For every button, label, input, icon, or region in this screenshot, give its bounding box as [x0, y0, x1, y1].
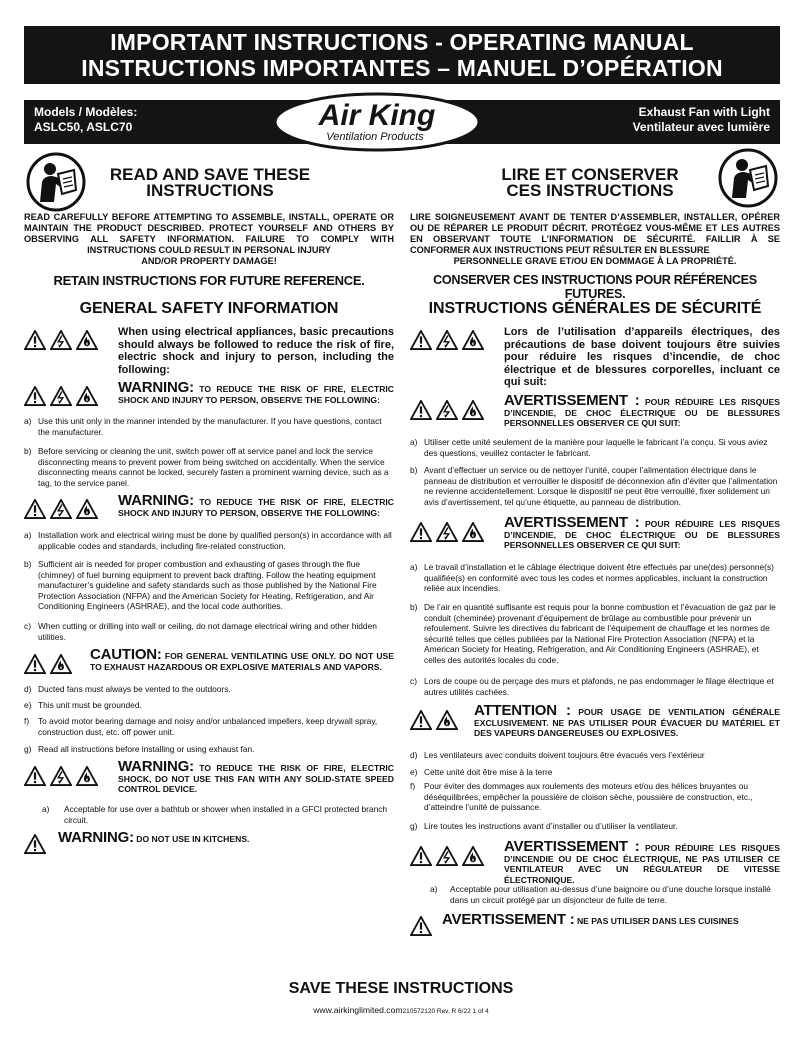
item-label: c): [24, 621, 31, 631]
item-label: d): [24, 684, 32, 694]
list-item: [410, 781, 780, 813]
item-label: a): [24, 530, 32, 540]
warning-exclamation-icon: [24, 654, 46, 674]
warning-2-fr: [504, 514, 780, 551]
reader-icon: [718, 148, 778, 208]
document-code: 210572120 Rev. R 6/22 1 of 4: [402, 1008, 489, 1015]
warning-4-en: [58, 829, 394, 846]
warning-word: WARNING:: [118, 379, 194, 396]
hazard-icons: [24, 386, 98, 406]
warning-exclamation-icon: [24, 499, 46, 519]
item-label: f): [410, 781, 416, 791]
item-text: Cette unité doit être mise à la terre: [424, 767, 553, 777]
reader-icon: [26, 152, 86, 212]
hazard-icons: [410, 916, 432, 936]
item-label: b): [24, 446, 32, 456]
title-bar: [24, 26, 780, 84]
read-save-heading-fr-line2: CES INSTRUCTIONS: [506, 181, 674, 200]
list-item: [410, 767, 780, 778]
hazard-icons: [410, 400, 484, 420]
caution-word: ATTENTION :: [474, 702, 571, 719]
warning-exclamation-icon: [24, 834, 46, 854]
warning-text: DO NOT USE IN KITCHENS.: [136, 834, 250, 844]
electric-shock-icon: [436, 846, 458, 866]
item-text: Avant d’effectuer un service ou de nettoyer l’unité, couper l’alimentation électrique dans le panneau de distribution et verrouiller le dispositif de déconnexion afin d’éviter que l’alimentation ne revienne accidentellement. Lorsque le dispositif ne peut être verrouillé, fixer solidement un avis d’avertissement, tel qu’une étiquette, au panneau de distribution.: [424, 465, 778, 507]
warning-exclamation-icon: [410, 846, 432, 866]
list-item: [410, 602, 780, 665]
item-text: Sufficient air is needed for proper combustion and exhausting of gases through the flue (chimney) of fuel burning equipment to prevent back drafting. Follow the heating equipment manufacturer’s guideline and safety standards such as those published by the National Fire Protection Association (NFPA) and the American Society for Heating, Refrigeration, and Air Conditioning Engineers (ASHRAE), and the local code authorities.: [38, 559, 377, 611]
warning-1-fr: [504, 392, 780, 429]
warning-3-fr: [504, 838, 780, 885]
registered-mark: ®: [468, 132, 476, 142]
item-label: b): [24, 559, 32, 569]
warning-exclamation-icon: [410, 710, 432, 730]
warning-text: POUR RÉDUIRE LES RISQUES D’INCENDIE, DE CHOC ÉLECTRIQUE OU DE BLESSURES PERSONNELLES OBSERVER CE QUI SUIT:: [504, 397, 780, 428]
item-text: Acceptable pour utilisation au-dessus d’une baignoire ou d’une douche lorsque installé dans un circuit protégé par un disjoncteur de fuite de terre.: [450, 884, 771, 905]
website-link[interactable]: www.airkinglimited.com: [313, 1005, 403, 1015]
item-text: De l’air en quantité suffisante est requis pour la bonne combustion et l’évacuation de gaz par le conduit (cheminée) provenant d’équipement de brûlage au combustible pour prévenir un refoulement. Suivre les directives du fabricant de l’équipement de chauffage et les normes de sécurité telles que celles publiées par la National Fire Protection Association (NFPA) et la American Society for Heating, Refrigeration, and Air Conditioning Engineers (ASHRAE), et celles des autorités locales du code.: [424, 602, 776, 665]
list-item: [24, 416, 394, 437]
warning-word: WARNING:: [118, 758, 194, 775]
intro-text-fr: LIRE SOIGNEUSEMENT AVANT DE TENTER D’ASSEMBLER, INSTALLER, OPÉRER OU DE RÉPARER LE PRODUIT DÉCRIT. PROTÉGEZ VOUS-MÊME ET LES AUTRES EN OBSERVANT TOUTE L’INFORMATION DE SÉCURITÉ. FAILLIR À SE CONFORMER AUX INSTRUCTIONS PEUT RÉSULTER EN BLESSURE: [410, 212, 780, 255]
item-text: This unit must be grounded.: [38, 700, 142, 710]
read-save-heading-fr: [470, 167, 710, 199]
list-item: [426, 884, 780, 905]
warning-text: TO REDUCE THE RISK OF FIRE, ELECTRIC SHOCK AND INJURY TO PERSON, OBSERVE THE FOLLOWING:: [118, 497, 394, 518]
product-block: [633, 105, 770, 135]
hazard-icons: [24, 499, 98, 519]
item-text: To avoid motor bearing damage and noisy and/or unbalanced impellers, keep drywall spray, construction dust, etc. off power unit.: [38, 716, 378, 737]
warning-text: TO REDUCE THE RISK OF FIRE, ELECTRIC SHOCK AND INJURY TO PERSON, OBSERVE THE FOLLOWING:: [118, 384, 394, 405]
item-text: Les ventilateurs avec conduits doivent toujours être évacués vers l’extérieur: [424, 750, 705, 760]
item-label: g): [24, 744, 32, 754]
intro-text-en: READ CAREFULLY BEFORE ATTEMPTING TO ASSEMBLE, INSTALL, OPERATE OR MAINTAIN THE PRODUCT DESCRIBED. PROTECT YOURSELF AND OTHERS BY OBSERVING ALL SAFETY INFORMATION. FAILURE TO COMPLY WITH INSTRUCTIONS COULD RESULT IN PERSONAL INJURY: [24, 212, 394, 255]
fire-hazard-icon: [50, 654, 72, 674]
warning-exclamation-icon: [24, 766, 46, 786]
electric-shock-icon: [50, 766, 72, 786]
electric-shock-icon: [50, 330, 72, 350]
item-label: e): [410, 767, 418, 777]
list-item: [24, 559, 394, 612]
item-text: Acceptable for use over a bathtub or shower when installed in a GFCI protected branch circuit.: [64, 804, 388, 825]
warning-text: POUR RÉDUIRE LES RISQUES D’INCENDIE, DE CHOC ÉLECTRIQUE OU DE BLESSURES PERSONNELLES OBSERVER CE QUI SUIT:: [504, 519, 780, 550]
electric-shock-icon: [436, 330, 458, 350]
item-text: Lors de coupe ou de perçage des murs et plafonds, ne pas endommager le filage électrique et autres utilités cachées.: [424, 676, 774, 697]
fire-hazard-icon: [76, 386, 98, 406]
list-item: [24, 716, 394, 737]
fire-hazard-icon: [462, 522, 484, 542]
item-label: g): [410, 821, 418, 831]
section-heading-fr: INSTRUCTIONS GÉNÉRALES DE SÉCURITÉ: [428, 300, 762, 317]
warning-3-en: [118, 758, 394, 795]
models-list: ASLC50, ASLC70: [34, 120, 133, 134]
retain-instructions-fr: CONSERVER CES INSTRUCTIONS POUR RÉFÉRENCES FUTURES.: [433, 273, 757, 301]
caution-word: CAUTION:: [90, 646, 162, 663]
list-item: [24, 744, 394, 755]
read-save-heading-line1: READ AND SAVE THESE: [109, 165, 311, 184]
list-item: [410, 676, 780, 697]
warning-word: WARNING:: [58, 829, 134, 846]
caution-text: POUR USAGE DE VENTILATION GÉNÉRALE EXCLUSIVEMENT. NE PAS UTILISER POUR ÉVACUER DU MATÉRIEL ET DES VAPEURS DANGEREUSES OU EXPLOSIVES.: [474, 707, 781, 738]
item-text: Read all instructions before installing or using exhaust fan.: [38, 744, 255, 754]
intro-text-en-end: AND/OR PROPERTY DAMAGE!: [141, 256, 277, 266]
air-king-logo: [272, 92, 492, 152]
hazard-icons: [24, 330, 98, 350]
warning-word: WARNING:: [118, 492, 194, 509]
caution-text: FOR GENERAL VENTILATING USE ONLY. DO NOT USE TO EXHAUST HAZARDOUS OR EXPLOSIVE MATERIALS AND VAPORS.: [90, 651, 394, 672]
fire-hazard-icon: [76, 330, 98, 350]
fire-hazard-icon: [76, 499, 98, 519]
hazard-icons: [410, 846, 484, 866]
warning-text: TO REDUCE THE RISK OF FIRE, ELECTRIC SHOCK, DO NOT USE THIS FAN WITH ANY SOLID-STATE SPEED CONTROL DEVICE.: [118, 763, 394, 794]
electric-shock-icon: [50, 499, 72, 519]
warning-word: AVERTISSEMENT :: [504, 392, 640, 409]
list-item: [24, 700, 394, 711]
list-item: [24, 446, 394, 488]
fire-hazard-icon: [76, 766, 98, 786]
warning-word: AVERTISSEMENT :: [504, 514, 640, 531]
list-item: [410, 437, 780, 458]
item-label: b): [410, 465, 418, 475]
item-label: e): [24, 700, 32, 710]
electric-shock-icon: [436, 522, 458, 542]
list-item: [410, 562, 780, 594]
precaution-text-fr: Lors de l’utilisation d’appareils électriques, des précautions de base doivent toujours être suivies pour réduire les risques d’incendie, de choc électrique et de blessures corporelles, incluant ce qui suit:: [504, 326, 780, 388]
item-text: Lire toutes les instructions avant d’installer ou d’utiliser la ventilateur.: [424, 821, 678, 831]
warning-text: NE PAS UTILISER DANS LES CUISINES: [576, 916, 739, 926]
save-instructions: SAVE THESE INSTRUCTIONS: [288, 980, 514, 997]
item-text: Installation work and electrical wiring must be done by qualified person(s) in accordance with all applicable codes and standards, including fire-related construction.: [38, 530, 392, 551]
brand-name: Air King: [318, 99, 436, 132]
warning-exclamation-icon: [410, 330, 432, 350]
warning-1-en: [118, 379, 394, 405]
item-text: Utiliser cette unité seulement de la manière pour laquelle le fabricant l’a conçu. Si vous aviez des questions, veuillez contacter le fabricant.: [424, 437, 768, 458]
list-item: [410, 750, 780, 761]
intro-text-fr-end: PERSONNELLE GRAVE ET/OU EN DOMMAGE À LA PROPRIÉTÉ.: [453, 256, 737, 266]
warning-2-en: [118, 492, 394, 518]
fire-hazard-icon: [462, 400, 484, 420]
item-text: When cutting or drilling into wall or ceiling, do not damage electrical wiring and other hidden utilities.: [38, 621, 377, 642]
item-label: f): [24, 716, 30, 726]
section-heading-en: GENERAL SAFETY INFORMATION: [79, 300, 339, 317]
hazard-icons: [24, 834, 46, 854]
title-french: INSTRUCTIONS IMPORTANTES – MANUEL D’OPÉRATION: [81, 55, 723, 81]
item-text: Ducted fans must always be vented to the outdoors.: [38, 684, 231, 694]
retain-instructions: RETAIN INSTRUCTIONS FOR FUTURE REFERENCE.: [53, 273, 365, 288]
intro-warning-fr: [410, 212, 780, 267]
warning-text: POUR RÉDUIRE LES RISQUES D’INCENDIE OU DE CHOC ÉLECTRIQUE, NE PAS UTILISER CE VENTILATEUR AVEC UN RÉGULATEUR DE VITESSE ÉLECTRONIQUE.: [504, 843, 780, 885]
item-label: c): [410, 676, 417, 686]
warning-exclamation-icon: [24, 330, 46, 350]
item-text: Le travail d’installation et le câblage électrique doivent être effectués par une(des) personne(s) qualifiée(s) en conformité avec tous les codes et normes applicables, incluant la construction reliée aux incendies.: [424, 562, 774, 593]
read-save-heading-fr-line1: LIRE ET CONSERVER: [501, 165, 679, 184]
electric-shock-icon: [436, 400, 458, 420]
hazard-icons: [410, 522, 484, 542]
read-save-heading: [90, 167, 330, 199]
list-item: [24, 621, 394, 642]
fire-hazard-icon: [462, 846, 484, 866]
item-text: Before servicing or cleaning the unit, switch power off at service panel and lock the service disconnecting means to prevent power from being switched on accidentally. When the service disconnecting means cannot be locked, securely fasten a prominent warning device, such as a tag, to the service panel.: [38, 446, 389, 488]
models-block: [34, 105, 137, 135]
footer: [0, 1005, 802, 1015]
item-label: a): [410, 437, 418, 447]
item-label: a): [42, 804, 50, 814]
list-item: [410, 821, 780, 832]
list-item: [24, 684, 394, 695]
list-item: [24, 530, 394, 551]
hazard-icons: [24, 654, 72, 674]
read-save-heading-line2: INSTRUCTIONS: [146, 181, 274, 200]
precaution-text-en: When using electrical appliances, basic precautions should always be followed to reduce the risk of fire, electric shock and injury to person, including the following:: [118, 326, 394, 376]
title-english: IMPORTANT INSTRUCTIONS - OPERATING MANUAL: [110, 29, 694, 55]
list-item: [34, 804, 394, 825]
caution-fr: [474, 702, 781, 739]
item-label: a): [410, 562, 418, 572]
item-text: Use this unit only in the manner intended by the manufacturer. If you have questions, contact the manufacturer.: [38, 416, 382, 437]
item-text: Pour éviter des dommages aux roulements des moteurs et/ou des hélices bruyantes ou déséquilibrées, empêcher la poussière de cloison sèche, poussière de construction, etc., d’atteindre l’unité de puissance.: [424, 781, 753, 812]
list-item: [410, 465, 780, 507]
warning-exclamation-icon: [410, 916, 432, 936]
models-label: Models / Modèles:: [34, 105, 138, 119]
intro-warning-en: [24, 212, 394, 267]
warning-exclamation-icon: [24, 386, 46, 406]
warning-word: AVERTISSEMENT :: [504, 838, 640, 855]
hazard-icons: [24, 766, 98, 786]
fire-hazard-icon: [436, 710, 458, 730]
item-label: a): [24, 416, 32, 426]
electric-shock-icon: [50, 386, 72, 406]
hazard-icons: [410, 710, 458, 730]
item-label: b): [410, 602, 418, 612]
item-label: a): [430, 884, 438, 894]
product-english: Exhaust Fan with Light: [638, 105, 770, 119]
item-label: d): [410, 750, 418, 760]
caution-en: [90, 646, 394, 672]
warning-word: AVERTISSEMENT :: [442, 911, 575, 928]
fire-hazard-icon: [462, 330, 484, 350]
warning-4-fr: [442, 911, 780, 928]
product-french: Ventilateur avec lumière: [632, 120, 770, 134]
hazard-icons: [410, 330, 484, 350]
warning-exclamation-icon: [410, 400, 432, 420]
brand-subtitle: Ventilation Products: [326, 131, 424, 143]
warning-exclamation-icon: [410, 522, 432, 542]
